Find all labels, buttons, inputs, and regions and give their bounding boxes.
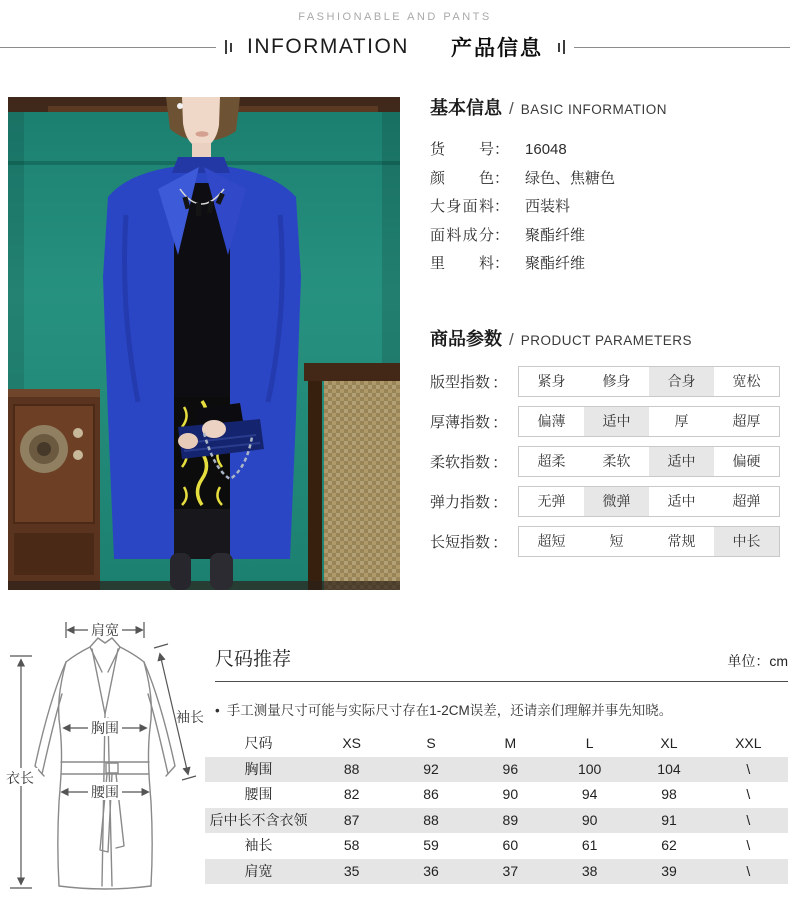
sleeve-label: 袖长 <box>176 709 204 725</box>
unit-label: 单位：cm <box>727 653 788 669</box>
floor <box>8 581 400 590</box>
header-title-cn: 产品信息 <box>450 37 543 60</box>
product-photo-art <box>8 97 400 590</box>
lips <box>196 131 209 137</box>
double-bar-right-icon <box>558 40 565 54</box>
param-row-thickness: 厚薄指数 ： 偏薄 适中 厚 超厚 <box>430 406 782 437</box>
size-heading-bar <box>215 644 788 682</box>
divider-line-left <box>0 47 216 48</box>
size-table-row-waist: 腰围 82 86 90 94 98 \ <box>244 786 751 802</box>
param-row-elasticity: 弹力指数 ： 无弹 微弹 适中 超弹 <box>430 486 782 517</box>
field-value: 绿色、焦糖色 <box>525 169 616 187</box>
bust-label: 胸围 <box>91 720 119 736</box>
size-table-row-bust: 胸围 88 92 96 100 104 \ <box>205 757 788 783</box>
length-label: 衣长 <box>6 770 34 786</box>
size-section <box>209 644 788 884</box>
field-row-shell-fabric: 大身面料： 西装料 <box>430 198 571 215</box>
param-scale-thickness: 偏薄 适中 厚 超厚 <box>518 406 780 437</box>
waist-label: 腰围 <box>91 784 119 800</box>
info-column <box>430 94 782 557</box>
heading-separator: / <box>509 329 514 349</box>
field-value: 西装料 <box>525 198 571 215</box>
parameters-heading-en: PRODUCT PARAMETERS <box>520 332 693 348</box>
coat-line-drawing <box>4 616 206 900</box>
field-row-lining: 里料： 聚酯纤维 <box>430 255 586 272</box>
basic-info-heading <box>430 94 782 120</box>
size-table-row-shoulder: 肩宽 35 36 37 38 39 \ <box>205 859 788 885</box>
param-scale-elasticity: 无弹 微弹 适中 超弹 <box>518 486 780 517</box>
shoulder-label: 肩宽 <box>91 622 119 638</box>
field-value: 聚酯纤维 <box>525 226 586 244</box>
parameters-heading <box>430 325 782 351</box>
size-table <box>205 731 788 884</box>
tagline: FASHIONABLE AND PANTS <box>298 11 492 23</box>
divider-line-right <box>574 47 790 48</box>
basic-info-fields <box>430 136 782 279</box>
size-table-row-back-length: 后中长不含衣领 87 88 89 90 91 \ <box>205 808 788 834</box>
field-row-color: 颜色： 绿色、焦糖色 <box>430 169 616 187</box>
param-row-softness: 柔软指数 ： 超柔 柔软 适中 偏硬 <box>430 446 782 477</box>
measurement-diagram <box>4 616 206 900</box>
basic-info-heading-cn: 基本信息 <box>430 98 502 118</box>
hand <box>178 433 198 449</box>
param-row-fit: 版型指数 ： 紧身 修身 合身 宽松 <box>430 366 782 397</box>
size-table-header-row: 尺码 XS S M L XL XXL <box>244 735 762 751</box>
note-text: 手工测量尺寸可能与实际尺寸存在1-2CM误差，还请亲们理解并事先知晓。 <box>226 703 673 718</box>
parameters-heading-cn: 商品参数 <box>430 328 502 349</box>
wood-cabinet <box>8 389 100 590</box>
param-scale-fit: 紧身 修身 合身 宽松 <box>518 366 780 397</box>
leg <box>170 553 191 590</box>
field-value: 16048 <box>525 141 567 158</box>
header-title-en: INFORMATION <box>247 35 409 58</box>
parameter-scales <box>430 366 782 557</box>
basic-info-heading-en: BASIC INFORMATION <box>520 102 667 117</box>
size-table-row-sleeve: 袖长 58 59 60 61 62 \ <box>244 837 751 853</box>
double-bar-left-icon <box>225 40 232 54</box>
param-scale-length: 超短 短 常规 中长 <box>518 526 780 557</box>
param-scale-softness: 超柔 柔软 适中 偏硬 <box>518 446 780 477</box>
earring-icon <box>177 103 183 109</box>
param-row-length: 长短指数 ： 超短 短 常规 中长 <box>430 526 782 557</box>
field-row-item-no: 货号： 16048 <box>430 141 567 158</box>
field-value: 聚酯纤维 <box>525 255 586 272</box>
measurement-note <box>215 699 788 719</box>
product-photo <box>8 97 400 590</box>
leg <box>210 553 233 590</box>
coat-outline <box>35 638 175 889</box>
heading-separator: / <box>509 99 514 118</box>
size-section-title: 尺码推荐 <box>215 649 292 670</box>
wicker-chest <box>304 363 400 590</box>
bullet-icon: • <box>215 703 220 718</box>
field-row-composition: 面料成分： 聚酯纤维 <box>430 226 586 244</box>
header-bar <box>0 34 790 60</box>
